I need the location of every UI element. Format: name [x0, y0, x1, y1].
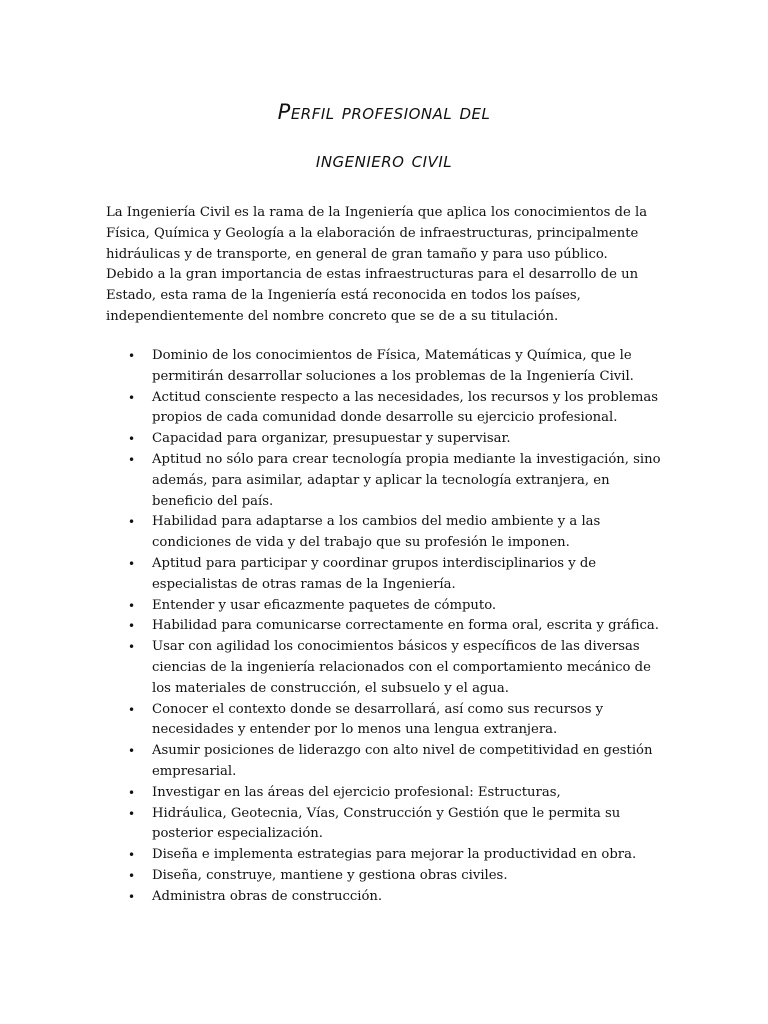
list-item	[106, 388, 666, 430]
list-item-text: Diseña e implementa estrategias para mejorar la productividad en obra.	[152, 847, 637, 863]
list-item-text: Entender y usar eficazmente paquetes de cómputo.	[152, 597, 497, 613]
list-item	[106, 845, 666, 866]
bullet-icon: •	[128, 432, 136, 447]
intro-paragraph-1: La Ingeniería Civil es la rama de la Ingeniería que aplica los conocimientos de la Física, Química y Geología a la elaboración de infraestructuras, principalmente hidráulicas y de transporte, en general de gran tamaño y para uso público.	[106, 205, 648, 262]
bullet-icon: •	[128, 515, 136, 530]
bullet-icon: •	[128, 785, 136, 800]
bullet-icon: •	[128, 390, 136, 405]
list-item-text: Diseña, construye, mantiene y gestiona obras civiles.	[152, 867, 508, 883]
intro-text	[106, 203, 666, 328]
list-item	[106, 783, 666, 804]
list-item	[106, 512, 666, 554]
list-item	[106, 596, 666, 617]
bullet-icon: •	[128, 744, 136, 759]
bullet-icon: •	[128, 619, 136, 634]
list-item-text: Habilidad para adaptarse a los cambios del medio ambiente y a las condiciones de vida y del trabajo que su profesión le imponen.	[152, 514, 601, 551]
list-item	[106, 700, 666, 742]
list-item	[106, 637, 666, 699]
list-item	[106, 804, 666, 846]
list-item-text: Administra obras de construcción.	[152, 888, 383, 904]
list-item-text: Dominio de los conocimientos de Física, Matemáticas y Química, que le permitirán desarrollar soluciones a los problemas de la Ingeniería Civil.	[152, 348, 634, 384]
list-item-text: Capacidad para organizar, presupuestar y supervisar.	[152, 431, 511, 447]
bullet-icon: •	[128, 640, 136, 655]
bullet-icon: •	[128, 889, 136, 904]
list-item	[106, 429, 666, 450]
bullet-icon: •	[128, 452, 136, 467]
list-item	[106, 866, 666, 887]
list-item	[106, 741, 666, 783]
list-item-text: Usar con agilidad los conocimientos básicos y específicos de las diversas ciencias de la ingeniería relacionados con el comportamiento mecánico de los materiales de construcción, el subsuelo y el agua.	[152, 639, 651, 696]
list-item	[106, 346, 666, 388]
intro-paragraph-2: Debido a la gran importancia de estas infraestructuras para el desarrollo de un Estado, esta rama de la Ingeniería está reconocida en todos los países, independientemente del nombre concreto que se de a su titulación.	[106, 267, 639, 324]
bullet-icon: •	[128, 598, 136, 613]
list-item-text: Investigar en las áreas del ejercicio profesional: Estructuras,	[152, 784, 561, 800]
title-line-2: ingeniero civil	[315, 148, 453, 172]
list-item	[106, 450, 666, 512]
list-item	[106, 616, 666, 637]
list-item-text: Aptitud no sólo para crear tecnología propia mediante la investigación, sino además, para asimilar, adaptar y aplicar la tecnología extranjera, en beneficio del país.	[152, 451, 661, 509]
list-item-text: Hidráulica, Geotecnia, Vías, Construcción y Gestión que le permita su posterior especialización.	[152, 805, 621, 842]
bullet-icon: •	[128, 349, 136, 363]
bullet-icon: •	[128, 556, 136, 571]
list-item	[106, 554, 666, 596]
list-item-text: Actitud consciente respecto a las necesidades, los recursos y los problemas propios de cada comunidad donde desarrolle su ejercicio profesional.	[152, 389, 658, 426]
bullet-icon: •	[128, 848, 136, 863]
list-item-text: Asumir posiciones de liderazgo con alto nivel de competitividad en gestión empresarial.	[152, 743, 653, 779]
bullet-icon: •	[128, 868, 136, 883]
title-line-1: Perfil profesional del	[277, 100, 491, 124]
list-item	[106, 887, 666, 908]
bullet-icon: •	[128, 806, 136, 821]
list-item-text: Habilidad para comunicarse correctamente en forma oral, escrita y gráfica.	[152, 618, 659, 634]
competencies-list	[106, 346, 666, 908]
list-item-text: Aptitud para participar y coordinar grupos interdisciplinarios y de especialistas de otras ramas de la Ingeniería.	[152, 555, 597, 592]
bullet-icon: •	[128, 702, 136, 717]
list-item-text: Conocer el contexto donde se desarrollará, así como sus recursos y necesidades y entender por lo menos una lengua extranjera.	[152, 701, 604, 738]
